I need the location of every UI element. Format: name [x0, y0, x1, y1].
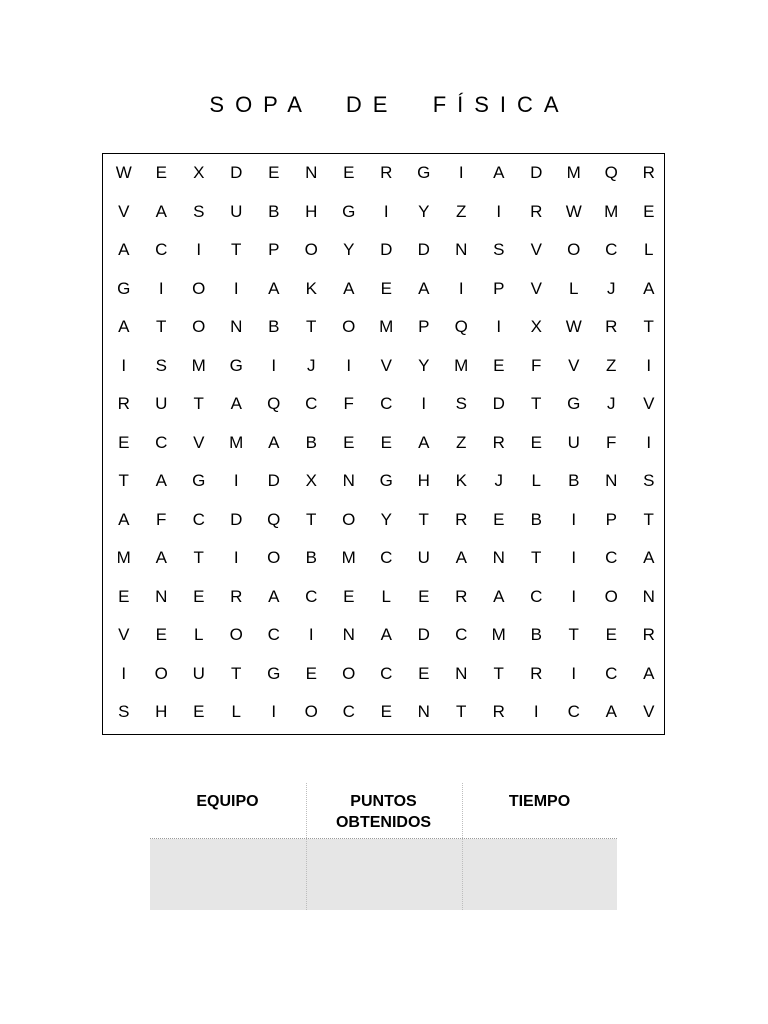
grid-letter[interactable]: T — [193, 548, 204, 567]
grid-letter[interactable]: I — [646, 432, 652, 452]
grid-letter[interactable]: S — [455, 394, 467, 413]
grid-letter[interactable]: I — [233, 471, 239, 490]
grid-letter[interactable]: V — [530, 278, 542, 298]
score-table-header — [150, 783, 617, 839]
grid-letter[interactable]: A — [230, 394, 242, 413]
grid-letter[interactable]: D — [492, 394, 505, 413]
grid-letter[interactable]: T — [456, 702, 467, 721]
grid-letter[interactable]: E — [530, 432, 542, 452]
grid-row — [103, 347, 664, 386]
grid-letter[interactable]: E — [193, 702, 205, 721]
grid-letter[interactable]: E — [305, 663, 317, 683]
grid-letter[interactable]: O — [342, 317, 356, 336]
grid-letter[interactable]: S — [493, 240, 505, 259]
grid-letter[interactable]: I — [496, 201, 502, 221]
grid-letter[interactable]: E — [418, 586, 430, 606]
grid-row — [103, 270, 664, 309]
grid-letter[interactable]: I — [158, 278, 164, 298]
grid-letter[interactable]: M — [341, 548, 356, 567]
grid-letter[interactable]: A — [643, 278, 655, 298]
grid-letter[interactable]: F — [606, 432, 617, 452]
grid-letter[interactable]: E — [118, 586, 130, 606]
grid-letter[interactable]: Z — [606, 355, 617, 375]
grid-letter[interactable]: A — [418, 432, 430, 452]
grid-letter[interactable]: T — [493, 663, 504, 683]
grid-letter[interactable]: K — [455, 471, 467, 490]
grid-letter[interactable]: N — [492, 548, 505, 567]
grid-letter[interactable]: U — [155, 394, 168, 413]
grid-letter[interactable]: F — [343, 394, 354, 413]
grid-letter[interactable]: N — [230, 317, 243, 336]
grid-letter[interactable]: R — [492, 432, 505, 452]
grid-row — [103, 616, 664, 655]
grid-letter[interactable]: A — [268, 586, 280, 606]
grid-letter[interactable]: E — [380, 432, 392, 452]
grid-letter[interactable]: V — [568, 355, 580, 375]
grid-letter[interactable]: E — [493, 355, 505, 375]
grid-letter[interactable]: E — [268, 163, 280, 182]
grid-letter[interactable]: O — [304, 240, 318, 259]
grid-letter[interactable]: N — [342, 625, 355, 644]
grid-letter[interactable]: V — [118, 625, 130, 644]
grid-letter[interactable]: X — [193, 163, 205, 182]
grid-letter[interactable]: C — [605, 240, 618, 259]
grid-letter[interactable]: X — [530, 317, 542, 336]
grid-letter[interactable]: Y — [343, 240, 355, 259]
grid-letter[interactable]: E — [343, 163, 355, 182]
word-search-grid — [102, 153, 665, 735]
grid-letter[interactable]: I — [571, 509, 577, 529]
grid-letter[interactable]: M — [191, 355, 206, 375]
grid-letter[interactable]: U — [192, 663, 205, 683]
grid-letter[interactable]: I — [233, 278, 239, 298]
grid-letter[interactable]: L — [231, 702, 241, 721]
grid-letter[interactable]: T — [156, 317, 167, 336]
column-header-puntos — [306, 791, 461, 833]
grid-letter[interactable]: C — [530, 586, 543, 606]
column-header-line: TIEMPO — [508, 793, 571, 810]
column-divider — [306, 783, 307, 910]
grid-letter[interactable]: I — [571, 548, 577, 567]
grid-letter[interactable]: D — [230, 509, 243, 529]
grid-letter[interactable]: C — [155, 432, 168, 452]
grid-letter[interactable]: O — [154, 663, 168, 683]
grid-letter[interactable]: H — [305, 201, 318, 221]
grid-letter[interactable]: A — [118, 317, 130, 336]
grid-letter[interactable]: I — [646, 355, 652, 375]
grid-letter[interactable]: B — [530, 625, 542, 644]
grid-letter[interactable]: A — [155, 471, 167, 490]
grid-letter[interactable]: Y — [418, 201, 430, 221]
grid-letter[interactable]: S — [155, 355, 167, 375]
grid-letter[interactable]: C — [305, 586, 318, 606]
column-header-equipo — [150, 791, 305, 812]
grid-letter[interactable]: W — [565, 317, 582, 336]
grid-letter[interactable]: F — [156, 509, 167, 529]
grid-letter[interactable]: T — [231, 663, 242, 683]
grid-letter[interactable]: P — [268, 240, 280, 259]
grid-letter[interactable]: O — [192, 278, 206, 298]
grid-letter[interactable]: V — [380, 355, 392, 375]
grid-row — [103, 193, 664, 232]
grid-letter[interactable]: C — [267, 625, 280, 644]
grid-letter[interactable]: A — [418, 278, 430, 298]
grid-letter[interactable]: G — [567, 394, 581, 413]
score-table — [150, 783, 617, 910]
grid-letter[interactable]: O — [267, 548, 281, 567]
grid-letter[interactable]: C — [305, 394, 318, 413]
grid-letter[interactable]: I — [383, 201, 389, 221]
grid-letter[interactable]: A — [493, 163, 505, 182]
grid-letter[interactable]: U — [230, 201, 243, 221]
grid-letter[interactable]: I — [346, 355, 352, 375]
grid-letter[interactable]: N — [155, 586, 168, 606]
grid-letter[interactable]: A — [380, 625, 392, 644]
grid-letter[interactable]: D — [417, 625, 430, 644]
grid-letter[interactable]: M — [454, 355, 469, 375]
grid-letter[interactable]: G — [417, 163, 431, 182]
grid-letter[interactable]: O — [229, 625, 243, 644]
grid-letter[interactable]: Y — [380, 509, 392, 529]
grid-letter[interactable]: N — [342, 471, 355, 490]
grid-letter[interactable]: L — [381, 586, 391, 606]
grid-row — [103, 693, 664, 732]
grid-letter[interactable]: T — [193, 394, 204, 413]
grid-letter[interactable]: R — [455, 586, 468, 606]
grid-letter[interactable]: M — [379, 317, 394, 336]
grid-letter[interactable]: G — [267, 663, 281, 683]
grid-letter[interactable]: I — [571, 663, 577, 683]
grid-letter[interactable]: E — [155, 163, 167, 182]
grid-letter[interactable]: V — [643, 394, 655, 413]
grid-letter[interactable]: A — [155, 548, 167, 567]
grid-row — [103, 501, 664, 540]
grid-letter[interactable]: I — [121, 355, 127, 375]
grid-letter[interactable]: G — [192, 471, 206, 490]
grid-letter[interactable]: C — [380, 394, 393, 413]
grid-letter[interactable]: M — [604, 201, 619, 221]
grid-letter[interactable]: T — [306, 317, 317, 336]
grid-letter[interactable]: W — [115, 163, 132, 182]
grid-letter[interactable]: T — [568, 625, 579, 644]
grid-letter[interactable]: V — [530, 240, 542, 259]
column-header-line: PUNTOS — [350, 793, 417, 810]
grid-letter[interactable]: Q — [267, 509, 281, 529]
grid-letter[interactable]: E — [118, 432, 130, 452]
grid-letter[interactable]: V — [118, 201, 130, 221]
grid-letter[interactable]: L — [644, 240, 654, 259]
grid-letter[interactable]: A — [268, 278, 280, 298]
grid-letter[interactable]: S — [643, 471, 655, 490]
grid-letter[interactable]: U — [417, 548, 430, 567]
grid-letter[interactable]: O — [342, 509, 356, 529]
grid-letter[interactable]: E — [155, 625, 167, 644]
grid-letter[interactable]: Z — [456, 432, 467, 452]
grid-letter[interactable]: A — [493, 586, 505, 606]
grid-letter[interactable]: I — [308, 625, 314, 644]
grid-letter[interactable]: B — [305, 432, 317, 452]
grid-letter[interactable]: R — [455, 509, 468, 529]
grid-letter[interactable]: N — [305, 163, 318, 182]
grid-letter[interactable]: Q — [454, 317, 468, 336]
grid-row — [103, 424, 664, 463]
column-divider — [462, 783, 463, 910]
grid-letter[interactable]: I — [121, 663, 127, 683]
grid-letter[interactable]: C — [155, 240, 168, 259]
grid-letter[interactable]: S — [118, 702, 130, 721]
grid-letter[interactable]: D — [530, 163, 543, 182]
grid-letter[interactable]: J — [607, 394, 616, 413]
grid-letter[interactable]: T — [306, 509, 317, 529]
grid-row — [103, 154, 664, 193]
grid-letter[interactable]: E — [418, 663, 430, 683]
grid-letter[interactable]: E — [643, 201, 655, 221]
grid-letter[interactable]: D — [380, 240, 393, 259]
grid-letter[interactable]: O — [304, 702, 318, 721]
grid-letter[interactable]: I — [496, 317, 502, 336]
grid-letter[interactable]: I — [271, 355, 277, 375]
grid-letter[interactable]: V — [193, 432, 205, 452]
grid-letter[interactable]: P — [418, 317, 430, 336]
grid-letter[interactable]: L — [569, 278, 579, 298]
score-table-body[interactable] — [150, 839, 617, 910]
grid-letter[interactable]: I — [233, 548, 239, 567]
grid-letter[interactable]: C — [567, 702, 580, 721]
grid-letter[interactable]: L — [194, 625, 204, 644]
grid-letter[interactable]: E — [193, 586, 205, 606]
grid-letter[interactable]: E — [493, 509, 505, 529]
grid-letter[interactable]: Q — [267, 394, 281, 413]
grid-letter[interactable]: R — [492, 702, 505, 721]
grid-letter[interactable]: N — [417, 702, 430, 721]
grid-letter[interactable]: E — [343, 586, 355, 606]
grid-letter[interactable]: M — [566, 163, 581, 182]
column-header-line: EQUIPO — [196, 793, 259, 810]
grid-letter[interactable]: T — [418, 509, 429, 529]
grid-letter[interactable]: E — [380, 278, 392, 298]
grid-letter[interactable]: O — [604, 586, 618, 606]
grid-row — [103, 539, 664, 578]
grid-letter[interactable]: K — [305, 278, 317, 298]
grid-row — [103, 231, 664, 270]
grid-row — [103, 462, 664, 501]
grid-letter[interactable]: B — [530, 509, 542, 529]
grid-letter[interactable]: A — [455, 548, 467, 567]
grid-letter[interactable]: T — [231, 240, 242, 259]
grid-letter[interactable]: I — [271, 702, 277, 721]
grid-letter[interactable]: J — [307, 355, 316, 375]
grid-letter[interactable]: F — [531, 355, 542, 375]
grid-letter[interactable]: B — [268, 317, 280, 336]
grid-letter[interactable]: I — [458, 278, 464, 298]
grid-letter[interactable]: T — [531, 548, 542, 567]
grid-letter[interactable]: Y — [418, 355, 430, 375]
grid-letter[interactable]: G — [379, 471, 393, 490]
grid-letter[interactable]: C — [192, 509, 205, 529]
grid-letter[interactable]: N — [455, 240, 468, 259]
grid-letter[interactable]: C — [605, 663, 618, 683]
grid-letter[interactable]: A — [118, 240, 130, 259]
grid-letter[interactable]: L — [531, 471, 541, 490]
grid-letter[interactable]: E — [380, 702, 392, 721]
page-title: SOPA DE FÍSICA — [209, 92, 570, 117]
grid-letter[interactable]: P — [605, 509, 617, 529]
grid-letter[interactable]: H — [155, 702, 168, 721]
grid-letter[interactable]: G — [342, 201, 356, 221]
grid-letter[interactable]: A — [268, 432, 280, 452]
grid-letter[interactable]: G — [229, 355, 243, 375]
grid-letter[interactable]: R — [642, 163, 655, 182]
grid-letter[interactable]: E — [343, 432, 355, 452]
grid-letter[interactable]: T — [643, 317, 654, 336]
grid-letter[interactable]: A — [643, 663, 655, 683]
grid-letter[interactable]: I — [196, 240, 202, 259]
grid-letter[interactable]: Q — [604, 163, 618, 182]
grid-letter[interactable]: C — [455, 625, 468, 644]
grid-letter[interactable]: O — [567, 240, 581, 259]
grid-letter[interactable]: D — [417, 240, 430, 259]
grid-letter[interactable]: X — [305, 471, 317, 490]
grid-letter[interactable]: M — [229, 432, 244, 452]
grid-letter[interactable]: W — [565, 201, 582, 221]
grid-letter[interactable]: Z — [456, 201, 467, 221]
grid-letter[interactable]: B — [268, 201, 280, 221]
grid-letter[interactable]: D — [267, 471, 280, 490]
grid-letter[interactable]: H — [417, 471, 430, 490]
grid-row — [103, 578, 664, 617]
grid-row — [103, 308, 664, 347]
grid-letter[interactable]: G — [117, 278, 131, 298]
grid-letter[interactable]: A — [118, 509, 130, 529]
grid-letter[interactable]: R — [380, 163, 393, 182]
grid-letter[interactable]: A — [155, 201, 167, 221]
grid-letter[interactable]: N — [642, 586, 655, 606]
grid-letter[interactable]: T — [118, 471, 129, 490]
grid-letter[interactable]: N — [455, 663, 468, 683]
grid-letter[interactable]: M — [116, 548, 131, 567]
grid-letter[interactable]: I — [533, 702, 539, 721]
grid-letter[interactable]: R — [605, 317, 618, 336]
grid-letter[interactable]: C — [342, 702, 355, 721]
grid-letter[interactable]: R — [642, 625, 655, 644]
grid-letter[interactable]: E — [605, 625, 617, 644]
grid-letter[interactable]: S — [193, 201, 205, 221]
grid-letter[interactable]: C — [380, 548, 393, 567]
grid-letter[interactable]: I — [421, 394, 427, 413]
column-header-tiempo — [462, 791, 617, 812]
grid-letter[interactable]: I — [571, 586, 577, 606]
grid-letter[interactable]: A — [343, 278, 355, 298]
grid-letter[interactable]: M — [491, 625, 506, 644]
grid-letter[interactable]: V — [643, 702, 655, 721]
grid-letter[interactable]: C — [380, 663, 393, 683]
grid-letter[interactable]: U — [567, 432, 580, 452]
grid-letter[interactable]: I — [458, 163, 464, 182]
grid-letter[interactable]: P — [493, 278, 505, 298]
grid-letter[interactable]: A — [643, 548, 655, 567]
grid-letter[interactable]: J — [494, 471, 503, 490]
grid-letter[interactable]: C — [605, 548, 618, 567]
grid-letter[interactable]: R — [530, 201, 543, 221]
grid-letter[interactable]: A — [605, 702, 617, 721]
grid-letter[interactable]: R — [530, 663, 543, 683]
grid-row — [103, 385, 664, 424]
grid-letter[interactable]: N — [605, 471, 618, 490]
grid-letter[interactable]: R — [230, 586, 243, 606]
grid-letter[interactable]: O — [192, 317, 206, 336]
grid-letter[interactable]: R — [117, 394, 130, 413]
grid-letter[interactable]: D — [230, 163, 243, 182]
grid-letter[interactable]: B — [305, 548, 317, 567]
grid-letter[interactable]: T — [643, 509, 654, 529]
grid-row — [103, 655, 664, 694]
column-header-line: OBTENIDOS — [335, 814, 432, 831]
grid-letter[interactable]: B — [568, 471, 580, 490]
grid-letter[interactable]: J — [607, 278, 616, 298]
grid-letter[interactable]: T — [531, 394, 542, 413]
grid-letter[interactable]: O — [342, 663, 356, 683]
